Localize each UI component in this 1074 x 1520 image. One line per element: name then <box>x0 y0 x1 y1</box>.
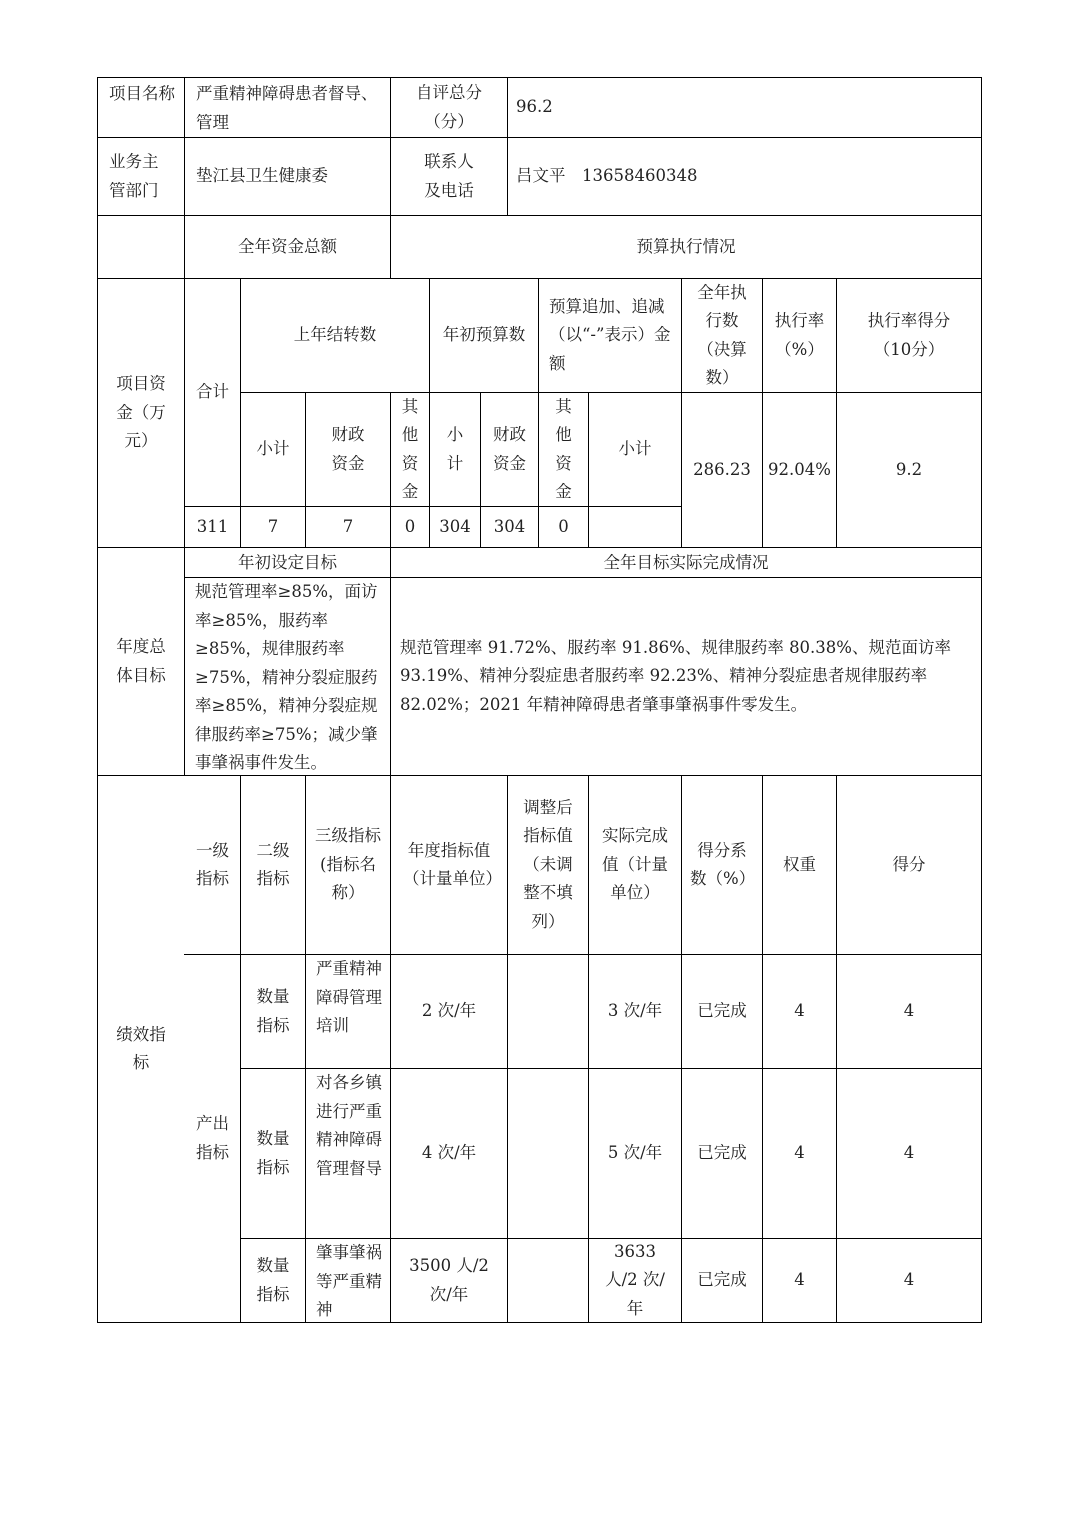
row1-score: 4 <box>903 1001 915 1021</box>
department-value: 垫江县卫生健康委 <box>196 166 328 186</box>
init-fiscal-label: 财政资金 <box>493 425 526 473</box>
performance-label: 绩效指标 <box>116 1024 166 1072</box>
adjusted-value-header: 调整后指标值（未调整不填列） <box>523 797 573 931</box>
row1-actual: 3 次/年 <box>607 1001 663 1021</box>
initial-goals-header: 年初设定目标 <box>238 552 337 572</box>
row2-score: 4 <box>903 1143 915 1163</box>
level1-header: 一级指标 <box>196 840 229 888</box>
initial-goals-text: 规范管理率≥85%，面访率≥85%，服药率≥85%，规律服药率≥75%，精神分裂症服药率≥85%，精神分裂症规律服药率≥75%；减少肇事肇祸事件发生。 <box>195 582 378 772</box>
prev-other-label: 其他资金 <box>401 396 419 501</box>
row2-annual: 4 次/年 <box>421 1143 477 1163</box>
weight-header: 权重 <box>783 854 816 874</box>
score-header: 得分 <box>892 854 926 874</box>
row3-actual: 3633 人/2 次/年 <box>605 1241 665 1318</box>
total-value: 311 <box>196 516 229 536</box>
coef-header: 得分系数（%） <box>690 840 756 888</box>
budget-adjust-label: 预算追加、追减（以“-”表示）金额 <box>549 296 671 373</box>
init-other-value: 0 <box>558 516 569 536</box>
row1-weight: 4 <box>794 1001 805 1021</box>
row3-coef: 已完成 <box>697 1270 747 1290</box>
init-subtotal-label: 小计 <box>446 425 464 473</box>
level3-header: 三级指标(指标名称） <box>315 826 381 903</box>
row3-score: 4 <box>903 1270 915 1290</box>
prev-fiscal-value: 7 <box>342 516 354 536</box>
annual-exec-value: 286.23 <box>693 459 751 479</box>
total-label: 合计 <box>196 382 229 402</box>
initial-budget-label: 年初预算数 <box>442 325 526 345</box>
row3-level3: 肇事肇祸等严重精神 <box>316 1243 382 1319</box>
output-indicator-label: 产出指标 <box>196 1114 229 1162</box>
exec-score-label: 执行率得分（10分） <box>867 311 951 359</box>
row3-annual: 3500 人/2 次/年 <box>409 1256 489 1304</box>
prev-carryover-label: 上年结转数 <box>293 325 377 345</box>
row1-level2: 数量指标 <box>256 987 290 1035</box>
init-fiscal-value: 304 <box>493 516 526 536</box>
total-funds-header: 全年资金总额 <box>238 236 337 256</box>
actual-goals-text: 规范管理率 91.72%、服药率 91.86%、规律服药率 80.38%、规范面访率93.19%、精神分裂症患者服药率 92.23%、精神分裂症患者规律服药率82.02%；2021 年精神障碍患者肇事肇祸事件零发生。 <box>400 637 951 714</box>
actual-goals-header: 全年目标实际完成情况 <box>603 552 769 572</box>
adjust-subtotal-label: 小计 <box>618 439 652 459</box>
row2-actual: 5 次/年 <box>607 1143 663 1163</box>
prev-subtotal-value: 7 <box>267 516 279 536</box>
row2-weight: 4 <box>794 1143 805 1163</box>
row1-level3: 严重精神障碍管理培训 <box>316 959 382 1035</box>
prev-other-value: 0 <box>404 516 416 536</box>
self-score-label: 自评总分（分） <box>416 83 482 131</box>
exec-rate-label: 执行率（%） <box>774 311 825 359</box>
evaluation-table <box>97 77 982 1323</box>
annual-value-header: 年度指标值（计量单位） <box>403 840 502 888</box>
budget-exec-header: 预算执行情况 <box>636 236 736 256</box>
exec-score-value: 9.2 <box>895 459 923 479</box>
self-score-value: 96.2 <box>516 97 553 117</box>
row1-adjusted <box>508 955 588 1068</box>
contact-label: 联系人及电话 <box>424 152 474 200</box>
row2-level2: 数量指标 <box>256 1129 290 1177</box>
row2-adjusted <box>508 1069 588 1238</box>
project-name-value: 严重精神障碍患者督导、管理 <box>196 84 378 132</box>
project-funds-label: 项目资金（万元） <box>116 374 166 451</box>
annual-exec-label: 全年执行数（决算数） <box>697 282 747 387</box>
row3-level2: 数量指标 <box>256 1256 290 1304</box>
adjust-subtotal-value <box>589 507 681 547</box>
department-label: 业务主管部门 <box>109 152 159 200</box>
row1-annual: 2 次/年 <box>421 1001 477 1021</box>
row1-coef: 已完成 <box>697 1001 747 1021</box>
prev-subtotal-label: 小计 <box>256 439 290 459</box>
row3-adjusted <box>508 1239 588 1322</box>
row3-weight: 4 <box>794 1270 805 1290</box>
actual-value-header: 实际完成值（计量单位） <box>602 826 668 903</box>
project-name-label: 项目名称 <box>109 84 175 103</box>
level2-header: 二级指标 <box>256 840 290 888</box>
prev-fiscal-label: 财政资金 <box>331 425 365 473</box>
init-other-label: 其他资金 <box>555 396 572 501</box>
contact-value: 吕文平 13658460348 <box>516 166 698 186</box>
exec-rate-value: 92.04% <box>768 459 831 479</box>
row2-coef: 已完成 <box>697 1143 747 1163</box>
init-subtotal-value: 304 <box>439 516 471 536</box>
annual-goals-label: 年度总体目标 <box>116 637 166 685</box>
row2-level3: 对各乡镇进行严重精神障碍管理督导 <box>316 1073 382 1178</box>
